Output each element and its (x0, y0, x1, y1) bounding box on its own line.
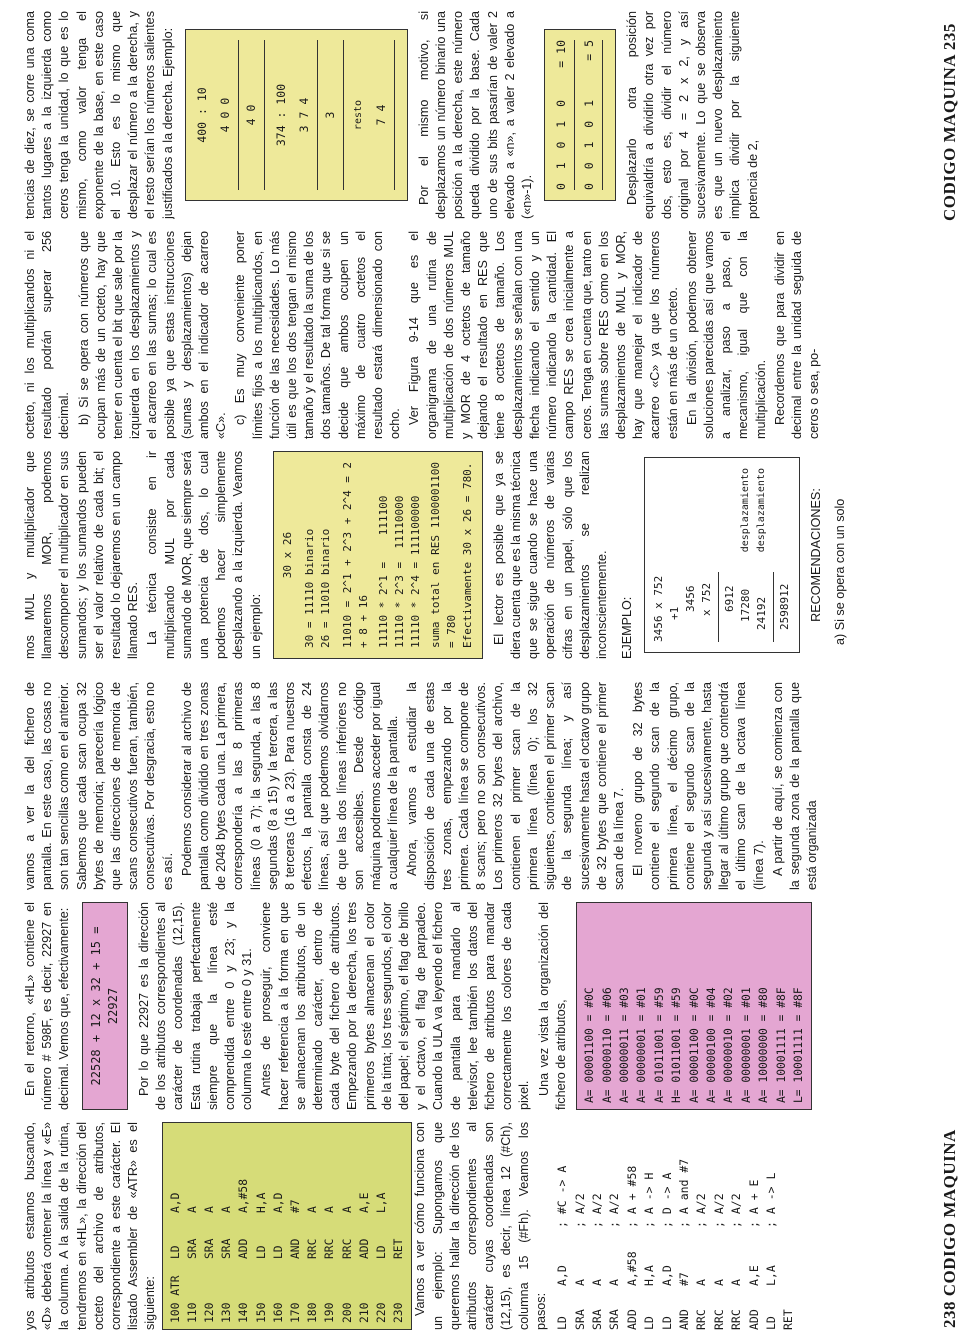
division-value: 4 0 (243, 104, 258, 126)
mult-header: 3456 x 752 (652, 575, 666, 642)
rule (602, 40, 603, 190)
listing-line (287, 1129, 304, 1323)
box-title: 30 x 26 (280, 531, 294, 579)
opcode: LD (555, 1316, 570, 1330)
operand: A (711, 1279, 726, 1286)
line-label: 210 (357, 1302, 371, 1323)
box-line: 11110 * 2^3 = 11110000 (392, 495, 406, 648)
register-line: L= 10001111 = #8F (791, 987, 805, 1103)
mult-row (667, 468, 683, 642)
register-line: A= 00000100 = #04 (704, 987, 718, 1103)
paragraph: En la división, podemos obtener soluciones parecidas así que vamos a analizar, paso a paso, el mecanismo, igual que con la multiplicación. (684, 231, 768, 439)
line-label: 110 (185, 1302, 199, 1323)
register-line: A= 00000110 = #06 (600, 987, 614, 1103)
listing-line (167, 1129, 184, 1323)
opcode: LD (659, 1316, 674, 1330)
opcode: SRA (203, 1238, 217, 1259)
rule (574, 40, 575, 190)
paragraph: Desplazarlo otra posición equivaldría a dividirlo otra vez por dos, esto es, dividir el número original por 4 = 2 x 2, y así sucesivamente. Lo que se observa es que un nuevo desplazamiento implica dividir por la siguiente potencia de 2, (625, 11, 760, 219)
listing-line (390, 1129, 407, 1323)
mult-value: 24192 (755, 596, 769, 630)
binary-shift-box (544, 29, 616, 201)
step-line (589, 1122, 606, 1330)
rule (394, 40, 395, 190)
operand: A,#58 (624, 1251, 639, 1286)
shift-row (581, 40, 598, 190)
paragraph: Por lo que 22927 es la dirección de los atributos correspondientes al carácter de coordenadas (12,15). Esta rutina trabaja perfectamente siempre que la línea esté comprendida entre 0 y 23; y la columna lo esté entre 0 y 31. (137, 902, 255, 1110)
paragraph: El noveno grupo de 32 bytes contiene el segundo scan de la primera línea, el décimo grupo, contiene el segundo scan de la segunda y así sucesivamente, hasta llegar al último grupo que contendrá el último scan de la octava línea (línea 7). (631, 682, 766, 890)
mult-plus: +1 (668, 606, 682, 620)
operand: A,E (746, 1265, 761, 1286)
step-line (606, 1122, 623, 1330)
listing-line (184, 1129, 201, 1323)
mult-value: 3456 (684, 585, 698, 612)
listing-line (373, 1129, 390, 1323)
paragraph: La técnica consiste en ir multiplicando MUL por cada sumando de MOR, que siempre será una potencia de dos, lo cual podemos hacer simplemente desplazando a la izquierda. Veamos un ejemplo: (145, 451, 263, 659)
operand: A (589, 1279, 604, 1286)
line-label: 170 (289, 1302, 303, 1323)
mult-value: 2598912 (778, 583, 792, 630)
register-line: A= 10001111 = #8F (774, 987, 788, 1103)
operand: A,D (271, 1192, 285, 1213)
listing-line (356, 1129, 373, 1323)
left-col-1 (22, 1122, 927, 1330)
mult-note: desplazamiento (756, 468, 768, 553)
comment: ; A and #7 (676, 1158, 691, 1228)
rule (718, 572, 719, 642)
atr-listing (162, 1122, 413, 1330)
comment: ; #C -> A (555, 1165, 570, 1228)
line-label: 180 (306, 1302, 320, 1323)
line-label: 220 (375, 1302, 389, 1323)
listing-line (321, 1129, 338, 1323)
paragraph: octeto, ni los multiplicandos ni el resultado podrán superar 256 decimal. (23, 231, 72, 439)
mult-row (777, 468, 793, 642)
operand: A (306, 1206, 320, 1213)
paragraph: En el retorno, «HL» contiene el número # 598F, es decir, 22927 en decimal. Vemos que, efectivamente: (23, 902, 72, 1110)
register-line: A= 00000001 = #01 (635, 987, 649, 1103)
step-line (728, 1122, 745, 1330)
register-line: A= 00000010 = #02 (722, 987, 736, 1103)
shift-bits: 0 1 0 1 0 (554, 99, 569, 190)
listing-line (339, 1129, 356, 1323)
division-value: 4 0 0 (217, 97, 232, 133)
operand: A (323, 1206, 337, 1213)
operand: #7 (289, 1199, 303, 1213)
step-line (711, 1122, 728, 1330)
paragraph: Podemos considerar al archivo de pantalla como dividido en tres zonas de 2048 bytes cada una. La primera, correspondería a las 8 primeras líneas (0 a 7); la segunda, a las 8 segundas (8 a 15) y la tercera, a las 8 terceras (16 a 23). Para nuestros efectos, la pantalla consta de 24 líneas, así que podemos olvidarnos de que las dos líneas inferiores no son accesibles. Desde código máquina podremos acceder por igual a cualquier línea de la pantalla. (179, 682, 401, 890)
opcode: ADD (237, 1238, 251, 1259)
operand: A (694, 1279, 709, 1286)
operand: A,E (357, 1192, 371, 1213)
paragraph: Una vez vista la organización del fichero de atributos, (536, 902, 568, 1110)
steps-listing (554, 1122, 798, 1330)
line-label: 140 (237, 1302, 251, 1323)
comment: ; A/2 (607, 1193, 622, 1228)
paragraph: mos MUL y multiplicador que llamaremos MOR, podemos descomponer el multiplicador en sus sumandos; y los sumandos pueden ser el valor relativo de cada bit; el resultado lo dejaremos en un campo llamado RES. (23, 451, 141, 659)
comment: ; A/2 (572, 1193, 587, 1228)
division-value: 7 4 (373, 104, 388, 126)
step-line (780, 1122, 797, 1330)
line-label: 150 (254, 1302, 268, 1323)
paragraph: Ver Figura 9-14 que es el organigrama de una rutina de multiplicación de dos números MUL y MOR de 4 octetos de tamaño dejando el resultado en RES que tiene 8 octetos de tamaño. Los desplazamientos se señalan con una flecha indicando el sentido y un número indicando la cantidad. El campo RES se crea inicialmente a ceros. Tenga en cuenta que, tanto en las sumas sobre RES como en los desplazamientos de MUL y MOR, hay que manejar el indicador de acarreo «C» ya que los números están en más de un octeto. (407, 231, 680, 439)
formula-box: 22528 + 12 x 32 + 15 = 22927 (82, 902, 128, 1110)
register-line: A= 00000001 = #01 (739, 987, 753, 1103)
division-head: 374 : 100 (273, 83, 288, 147)
operand: A (607, 1279, 622, 1286)
operand: A,D (168, 1192, 182, 1213)
register-line: A= 00001100 = #0C (583, 987, 597, 1103)
register-line: A= 01011001 = #59 (652, 987, 666, 1103)
operand: A (185, 1206, 199, 1213)
comment: ; A + E (746, 1179, 761, 1228)
operand (780, 1228, 797, 1286)
operand: A (340, 1206, 354, 1213)
comment: ; A/2 (729, 1193, 744, 1228)
opcode: AND (676, 1309, 691, 1330)
opcode: RRC (306, 1238, 320, 1259)
rule (264, 40, 265, 190)
opcode: SRA (607, 1309, 622, 1330)
opcode: ADD (624, 1309, 639, 1330)
page-folio: CODIGO MAQUINA 235 (940, 23, 959, 221)
rule (238, 40, 239, 190)
line-label: 230 (392, 1302, 406, 1323)
decimal-division-box (185, 29, 408, 201)
comment: ; A -> L (763, 1172, 778, 1228)
opcode: LD (375, 1245, 389, 1259)
operand: H,A (642, 1265, 657, 1286)
rest-label: resto (352, 99, 364, 131)
paragraph: Recordemos que para dividir en decimal entre la unidad seguida de ceros o sea, po- (772, 231, 822, 439)
line-label: 200 (340, 1302, 354, 1323)
paragraph: c) Es muy conveniente poner límites fijos a los multiplicandos, en función de las necesidades. Lo más útil es que los dos tengan el mismo tamaño y el resultado la suma de los dos tamaños. De tal forma que si se decide que ambos ocupen un máximo de cuatro octetos el resultado estará dimensionado con ocho. (233, 231, 403, 439)
shift-value: = 10 (554, 40, 569, 68)
paragraph: vamos a ver la del fichero de pantalla. En este caso, las cosas no son tan sencillas como en el anterior. Sabemos que cada scan ocupa 32 bytes de memoria; parecería lógico que las direcciones de memoria de scans consecutivos fueran, también, consecutivas. Por desgracia, esto no es así. (23, 682, 175, 890)
step-line (676, 1122, 693, 1330)
box-line: 26 = 11010 binario (318, 528, 332, 648)
opcode: RRC (694, 1309, 709, 1330)
comment: ; A/2 (589, 1193, 604, 1228)
opcode: ADD (746, 1309, 761, 1330)
left-col-3 (22, 682, 927, 890)
paragraph: A partir de aquí, se comienza con la segunda zona de la pantalla que está organizada (770, 682, 820, 890)
division-head: 400 : 10 (194, 87, 209, 143)
paragraph: Por el mismo motivo, si desplazamos un número binario una posición a la derecha, este número queda dividido por la base. Cada uno de sus bits pasarían de valer 2 elevado a «n», a valer 2 elevado a («n»-1). (416, 11, 535, 219)
opcode: SRA (220, 1238, 234, 1259)
box-line: Efectivamente 30 x 26 = 780. (460, 462, 474, 648)
comment: ; A/2 (694, 1193, 709, 1228)
operand: L,A (375, 1192, 389, 1213)
mult-row (683, 468, 699, 642)
paragraph: tencias de diez, se corre una coma tantos lugares a la izquierda como ceros tenga la unidad, lo que es lo mismo, como valor tenga el exponente de la base, en este caso el 10. Esto es lo mismo que desplazar el número a la derecha, y el resto serían los números salientes justificados a la derecha. Ejemplo: (23, 11, 175, 219)
paragraph: El lector es posible que ya se diera cuenta que es la misma técnica que se sigue cuando se hace una operación de números de varias cifras en un papel, sólo que los desplazamientos se realizan inconscientemente. (491, 451, 610, 659)
line-label: 130 (220, 1302, 234, 1323)
operand: A (729, 1279, 744, 1286)
opcode: LD (271, 1245, 285, 1259)
opcode: RET (781, 1309, 796, 1330)
paragraph: Ahora, vamos a estudiar la disposición de cada una de estas tres zonas, empezando por la primera. Cada línea se compone de 8 scans; pero no son consecutivos. Los primeros 32 bytes del archivo, contienen el primer scan de la primera línea (línea 0); los 32 siguientes, contienen el primer scan de la segunda línea; y así sucesivamente hasta el octavo grupo de 32 bytes que contiene el primer scan de la línea 7. (405, 682, 626, 890)
box-line: 11010 = 2^1 + 2^3 + 2^4 = 2 + 8 + 16 (340, 462, 370, 648)
decimal-multiplication-box (644, 457, 800, 653)
shift-bits: 0 0 1 0 1 (582, 99, 597, 190)
rule (343, 40, 344, 190)
operand: #7 (676, 1272, 691, 1286)
left-col-2 (22, 902, 927, 1110)
listing-line (201, 1129, 218, 1323)
left-page (0, 669, 970, 1338)
operand: A (203, 1206, 217, 1213)
division-value: 3 7 4 (296, 97, 311, 133)
listing-line (218, 1129, 235, 1323)
line-label: 190 (323, 1302, 337, 1323)
line-label: 160 (271, 1302, 285, 1323)
listing-line (253, 1129, 270, 1323)
subheading-ejemplo: EJEMPLO: (620, 596, 635, 659)
mult-row (722, 468, 738, 642)
listing-line (235, 1129, 252, 1323)
opcode: RRC (323, 1238, 337, 1259)
rule (317, 40, 318, 190)
binary-multiplication-box (273, 451, 483, 659)
operand: A,D (555, 1265, 570, 1286)
opcode: SRA (572, 1309, 587, 1330)
paragraph: Vamos a ver cómo funciona con un ejemplo: Supongamos que queremos hallar la dirección de los atributos correspondientes al carácter cuyas coordenadas son (12,15), es decir, línea 12 (#Ch), columna 15 (#Fh). Veamos los pasos: (413, 1122, 548, 1330)
step-line (693, 1122, 710, 1330)
paragraph: a) Si se opera con un solo (832, 498, 847, 645)
right-col-2 (22, 231, 927, 439)
register-line: A= 00001100 = #0C (687, 987, 701, 1103)
page-folio: 238 CODIGO MAQUINA (940, 1129, 959, 1328)
right-col-3 (22, 11, 927, 219)
subheading-recomendaciones: RECOMENDACIONES: (809, 488, 824, 622)
division-value: 3 (322, 111, 337, 119)
opcode: RRC (340, 1238, 354, 1259)
comment: ; A -> H (642, 1172, 657, 1228)
register-line: H= 01011001 = #59 (670, 987, 684, 1103)
step-line (746, 1122, 763, 1330)
opcode: SRA (589, 1309, 604, 1330)
listing-line (270, 1129, 287, 1323)
paragraph: b) Si se opera con números que ocupan más de un octeto, hay que tener en cuenta el bit que sale por la izquierda en los desplazamientos y el acarreo en las sumas; lo cual es posible ya que estas instrucciones (sumas y desplazamientos) dejan ambos en el indicador de acarreo «C». (76, 231, 229, 439)
register-line: A= 00000011 = #03 (617, 987, 631, 1103)
step-line (572, 1122, 589, 1330)
box-line: 11110 * 2^1 = 111100 (376, 495, 390, 648)
step-line (659, 1122, 676, 1330)
operand: A,D (659, 1265, 674, 1286)
operand: H,A (254, 1192, 268, 1213)
register-values (576, 902, 812, 1110)
opcode: LD (254, 1245, 268, 1259)
comment: ; A + #58 (624, 1165, 639, 1228)
opcode: RRC (729, 1309, 744, 1330)
register-line: A= 10000000 = #80 (757, 987, 771, 1103)
mult-value: 6912 (723, 585, 737, 612)
paragraph: yos atributos estamos buscando, «D» deberá contener la línea y «E» la columna. A la salida de la rutina, tendremos en «HL», la dirección del octeto del archivo de atributos, correspondiente a este carácter. El listado Assembler de «ATR» es el siguiente: (23, 1122, 158, 1330)
operand: L,A (763, 1265, 778, 1286)
mult-value: x 752 (700, 582, 714, 616)
line-label: 120 (203, 1302, 217, 1323)
opcode: RET (392, 1238, 406, 1259)
step-line (641, 1122, 658, 1330)
opcode: LD (763, 1316, 778, 1330)
line-label: 100 ATR (168, 1275, 182, 1323)
operand: A (572, 1279, 587, 1286)
mult-row (699, 468, 715, 642)
mult-row (738, 468, 754, 642)
opcode: LD (642, 1316, 657, 1330)
paragraph: Antes de proseguir, conviene hacer referencia a la forma en que se almacenan los atributos, de un determinado carácter, dentro de cada byte del fichero de atributos. Empezando por la derecha, los tres primeros bytes almacenan el color de la tinta; los tres segundos, el color del papel; el séptimo, el flag de brillo y el octavo, el flag de parpadeo. Cuando la ULA va leyendo el fichero de pantalla para mandarlo al televisor, lee también los datos del fichero de atributos para mandar correctamente los colores de cada pixel. (259, 902, 532, 1110)
step-line (624, 1122, 641, 1330)
operand: A,#58 (237, 1178, 251, 1213)
shift-value: = 5 (582, 40, 597, 61)
listing-line (304, 1129, 321, 1323)
mult-row (754, 468, 770, 642)
operand: A (220, 1206, 234, 1213)
opcode: AND (289, 1238, 303, 1259)
comment: ; D -> A (659, 1172, 674, 1228)
box-line: suma total en RES 1100001100 = 780 (428, 462, 458, 648)
shift-row (553, 40, 570, 190)
rule (773, 572, 774, 642)
opcode: SRA (185, 1238, 199, 1259)
right-col-1 (22, 451, 927, 659)
comment: ; A/2 (711, 1193, 726, 1228)
mult-note: desplazamiento (740, 468, 752, 553)
opcode: ADD (357, 1238, 371, 1259)
step-line (763, 1122, 780, 1330)
box-line: 30 = 11110 binario (302, 528, 316, 648)
step-line (554, 1122, 571, 1330)
mult-value: 17280 (739, 588, 753, 622)
opcode: RRC (711, 1309, 726, 1330)
opcode: LD (168, 1245, 182, 1259)
box-line: 11110 * 2^4 = 111100000 (408, 495, 422, 648)
